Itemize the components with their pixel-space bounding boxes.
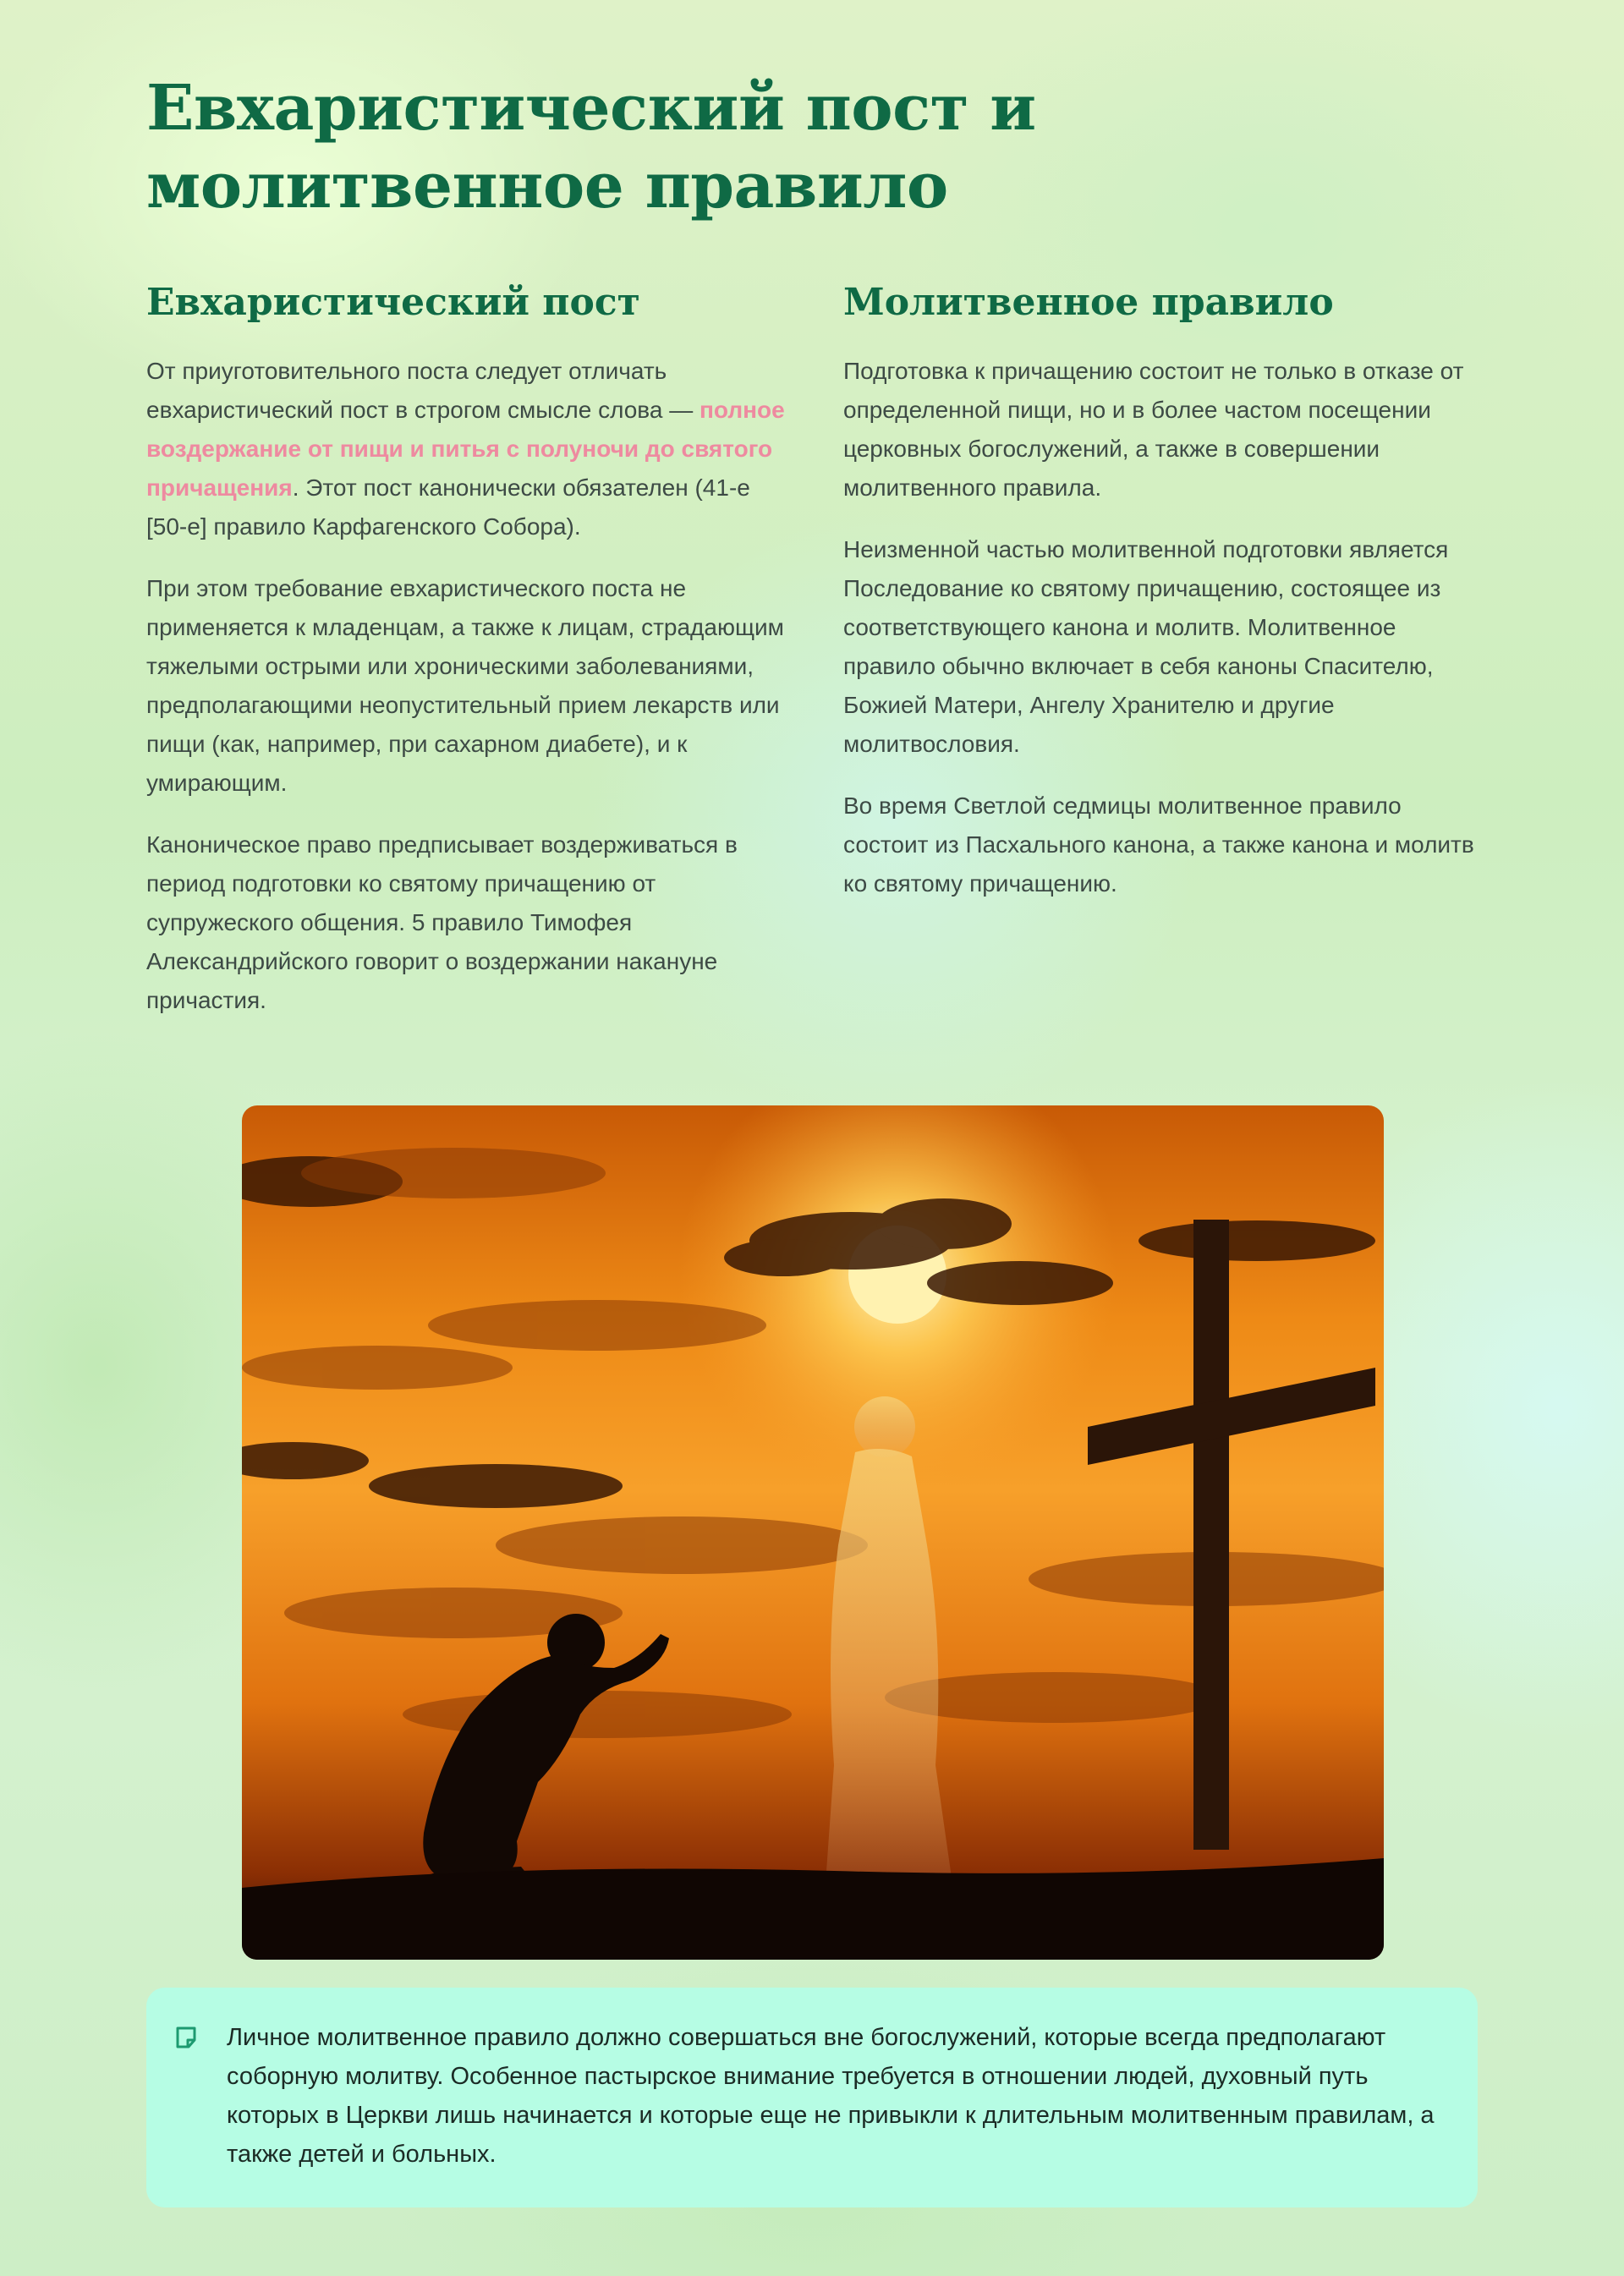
eucharistic-fast-paragraph-1: [146, 352, 789, 546]
note-icon: [173, 2025, 199, 2050]
eucharistic-fast-section: [146, 279, 789, 1043]
note-callout: [146, 1988, 1478, 2207]
prayer-rule-section: [843, 279, 1486, 926]
prayer-rule-paragraph-2: Неизменной частью молитвенной подготовки является Последование ко святому причащению, состоящее из соответствующего канона и молитв. Молитвенное правило обычно включает в себя каноны Спасителю, Божией Матери, Ангелу Хранителю и другие молитвословия.: [843, 536, 1449, 757]
sunset-cross-photo: [242, 1105, 1384, 1960]
prayer-rule-paragraph-1: Подготовка к причащению состоит не только в отказе от определенной пищи, но и в более частом посещении церковных богослужений, а также в совершении молитвенного правила.: [843, 358, 1464, 501]
note-text: Личное молитвенное правило должно совершаться вне богослужений, которые всегда предполагают соборную молитву. Особенное пастырское внимание требуется в отношении людей, духовный путь которых в Церкви лишь начинается и которые еще не привыкли к длительным молитвенным правилам, а также детей и больных.: [227, 2024, 1435, 2168]
highlighted-phrase: полное воздержание от пищи и питья с полуночи до святого причащения: [146, 397, 785, 501]
eucharistic-fast-heading: Евхаристический пост: [146, 281, 640, 324]
paragraph-text: . Этот пост канонически обязателен (41-е [50-е] правило Карфагенского Собора).: [146, 474, 750, 540]
page-title: Евхаристический пост и молитвенное правило: [146, 72, 1036, 222]
prayer-rule-heading: Молитвенное правило: [843, 281, 1334, 324]
eucharistic-fast-paragraph-2: При этом требование евхаристического поста не применяется к младенцам, а также к лицам, страдающим тяжелыми острыми или хроническими заболеваниями, предполагающими неопустительный прием лекарств или пищи (как, например, при сахарном диабете), и к умирающим.: [146, 575, 784, 796]
eucharistic-fast-paragraph-3: Каноническое право предписывает воздерживаться в период подготовки ко святому причащению от супружеского общения. 5 правило Тимофея Александрийского говорит о воздержании накануне причастия.: [146, 831, 738, 1013]
paragraph-text: От приуготовительного поста следует отличать евхаристический пост в строгом смысле слова —: [146, 358, 700, 423]
prayer-rule-paragraph-3: Во время Светлой седмицы молитвенное правило состоит из Пасхального канона, а также канона и молитв ко святому причащению.: [843, 792, 1474, 897]
